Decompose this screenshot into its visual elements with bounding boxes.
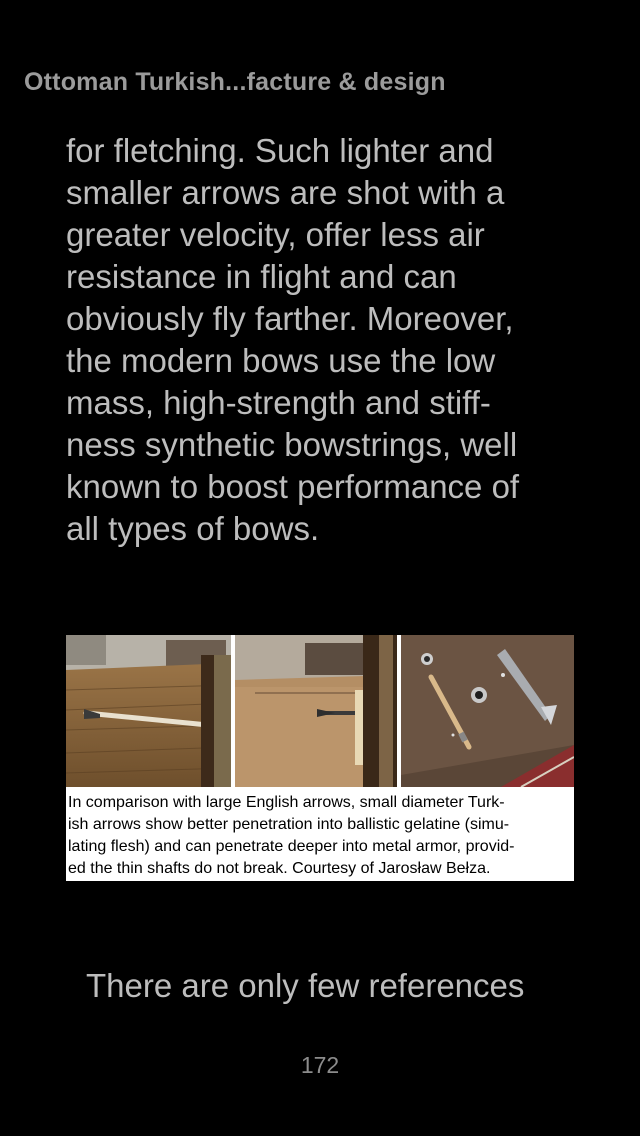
body-line: for fletching. Such lighter and xyxy=(66,132,494,169)
page-number: 172 xyxy=(300,1052,340,1078)
figure-caption xyxy=(68,792,572,880)
body-line: smaller arrows are shot with a xyxy=(66,174,505,211)
photo-arrow-on-board xyxy=(66,635,231,787)
figure[interactable] xyxy=(66,635,574,881)
body-line: mass, high-strength and stiff- xyxy=(66,384,491,421)
caption-line: lating flesh) and can penetrate deeper into metal armor, provid- xyxy=(68,838,515,855)
book-title[interactable]: Ottoman Turkish...facture & design xyxy=(24,68,446,96)
body-line: obviously fly farther. Moreover, xyxy=(66,300,514,337)
photo-arrow-through-armor xyxy=(401,635,574,787)
body-line: known to boost performance of xyxy=(66,468,520,505)
photo-strip xyxy=(66,635,574,787)
body-line: resistance in flight and can xyxy=(66,258,457,295)
body-line: ness synthetic bowstrings, well xyxy=(66,426,518,463)
page-body-text xyxy=(66,130,586,550)
caption-line: In comparison with large English arrows, small diameter Turk- xyxy=(68,794,505,811)
caption-line: ish arrows show better penetration into ballistic gelatine (simu- xyxy=(68,816,510,833)
body-line: greater velocity, offer less air xyxy=(66,216,485,253)
continuation-text: There are only few references xyxy=(86,967,525,1004)
body-line: the modern bows use the low xyxy=(66,342,496,379)
body-line: all types of bows. xyxy=(66,510,320,547)
photo-arrow-in-gelatine xyxy=(235,635,397,787)
caption-line: ed the thin shafts do not break. Courtesy of Jarosław Bełza. xyxy=(68,860,491,877)
